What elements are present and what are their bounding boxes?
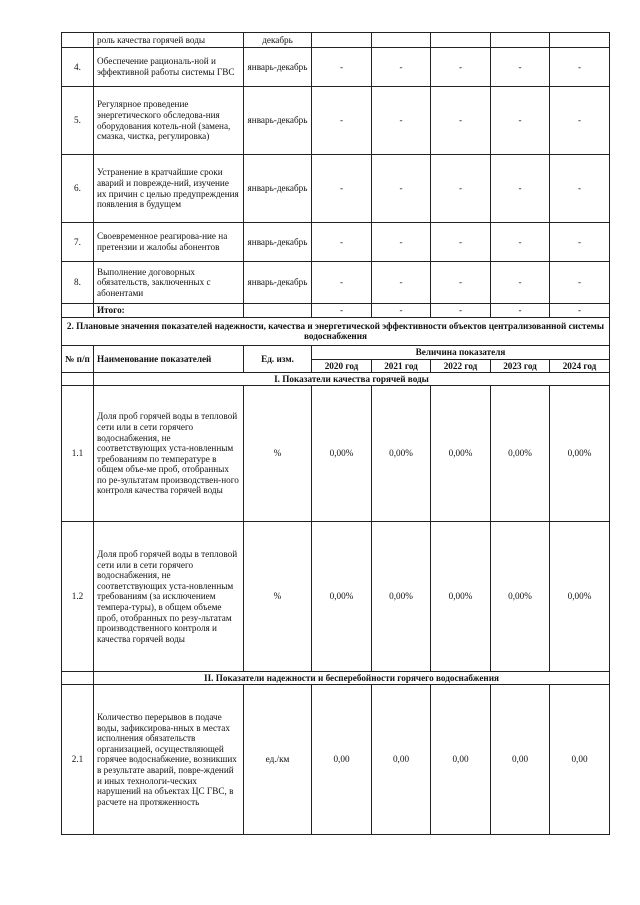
value-cell: -: [372, 223, 431, 262]
header-year: 2020 год: [312, 359, 372, 373]
header-number: № п/п: [62, 345, 94, 373]
table-row: [62, 155, 610, 223]
unit: %: [244, 522, 312, 672]
value-cell: 0,00%: [312, 522, 372, 672]
measure-name: Обеспечение рациональ-ной и эффективной работы системы ГВС: [94, 48, 244, 87]
header-year: 2021 год: [372, 359, 431, 373]
header-unit: Ед. изм.: [244, 345, 312, 373]
value-cell: 0,00%: [491, 386, 550, 522]
value-cell: 0,00%: [372, 522, 431, 672]
value-cell: 0,00%: [431, 386, 491, 522]
group-title: I. Показатели качества горячей воды: [94, 373, 610, 386]
header-year: 2022 год: [431, 359, 491, 373]
value-cell: -: [550, 304, 610, 318]
value-cell: -: [312, 87, 372, 155]
row-number: 6.: [62, 155, 94, 223]
value-cell: 0,00: [372, 685, 431, 835]
table-row: [62, 48, 610, 87]
value-cell: 0,00%: [431, 522, 491, 672]
value-cell: -: [312, 262, 372, 304]
value-cell: -: [491, 223, 550, 262]
value-cell: -: [431, 48, 491, 87]
period: январь-декабрь: [244, 87, 312, 155]
value-cell: -: [372, 48, 431, 87]
value-cell: -: [491, 304, 550, 318]
period: январь-декабрь: [244, 155, 312, 223]
value-cell: -: [550, 87, 610, 155]
value-cell: 0,00%: [550, 522, 610, 672]
measure-name: Своевременное реагирова-ние на претензии и жалобы абонентов: [94, 223, 244, 262]
value-cell: 0,00%: [550, 386, 610, 522]
value-cell: -: [491, 262, 550, 304]
value-cell: 0,00: [431, 685, 491, 835]
row-number: 5.: [62, 87, 94, 155]
unit: %: [244, 386, 312, 522]
row-number: 7.: [62, 223, 94, 262]
group-title-row: [62, 373, 610, 386]
value-cell: -: [491, 155, 550, 223]
value-cell: -: [550, 223, 610, 262]
header-year: 2023 год: [491, 359, 550, 373]
row-number: 1.1: [62, 386, 94, 522]
value-cell: -: [431, 155, 491, 223]
group-title-row: [62, 672, 610, 685]
value-cell: -: [312, 304, 372, 318]
value-cell: -: [431, 223, 491, 262]
indicator-name: Доля проб горячей воды в тепловой сети или в сети горячего водоснабжения, не соответствующих уста-новленным требованиям (за исключением темпера-туры), в общем объеме проб, отобранных по резу-льтатам производственного контроля и качества горячей воды: [94, 522, 244, 672]
value-cell: 0,00: [491, 685, 550, 835]
table-row: [62, 685, 610, 835]
value-cell: [312, 33, 372, 48]
row-number: [62, 33, 94, 48]
value-cell: [431, 33, 491, 48]
value-cell: [491, 33, 550, 48]
indicator-name: Количество перерывов в подаче воды, зафиксирова-нных в местах исполнения обязательств организацией, осуществляющей горячее водоснабжение, возникших в результате аварий, повре-ждений и иных технологи-ческих нарушений на объектах ЦС ГВС, в расчете на протяженность: [94, 685, 244, 835]
period: январь-декабрь: [244, 223, 312, 262]
table-row: [62, 262, 610, 304]
value-cell: -: [550, 48, 610, 87]
value-cell: -: [431, 262, 491, 304]
value-cell: -: [550, 155, 610, 223]
value-cell: -: [312, 155, 372, 223]
period: декабрь: [244, 33, 312, 48]
value-cell: -: [312, 223, 372, 262]
value-cell: -: [550, 262, 610, 304]
value-cell: -: [491, 87, 550, 155]
value-cell: 0,00: [550, 685, 610, 835]
value-cell: -: [312, 48, 372, 87]
unit: ед./км: [244, 685, 312, 835]
value-cell: -: [491, 48, 550, 87]
value-cell: -: [431, 304, 491, 318]
total-label: Итого:: [94, 304, 244, 318]
section-title-row: [62, 317, 610, 345]
row-number: 2.1: [62, 685, 94, 835]
header-name: Наименование показателей: [94, 345, 244, 373]
report-table: [61, 32, 610, 835]
measure-name: роль качества горячей воды: [94, 33, 244, 48]
table-row: [62, 223, 610, 262]
period: январь-декабрь: [244, 262, 312, 304]
value-cell: [550, 33, 610, 48]
value-cell: -: [431, 87, 491, 155]
table-row: [62, 522, 610, 672]
row-number: 8.: [62, 262, 94, 304]
section-title: 2. Плановые значения показателей надежности, качества и энергетической эффективности объектов централизованной системы водоснабжения: [62, 317, 610, 345]
value-cell: 0,00%: [312, 386, 372, 522]
header-value: Величина показателя: [312, 345, 610, 359]
row-number: 1.2: [62, 522, 94, 672]
header-row: [62, 345, 610, 359]
indicator-name: Доля проб горячей воды в тепловой сети или в сети горячего водоснабжения, не соответствующих уста-новленным требованиям по температуре в общем объе-ме проб, отобранных по ре-зультатам производствен-ного контроля качества горячей воды: [94, 386, 244, 522]
value-cell: [372, 33, 431, 48]
measure-name: Регулярное проведение энергетического обследова-ния оборудования котель-ной (замена, смазка, чистка, регулировка): [94, 87, 244, 155]
table-row: [62, 386, 610, 522]
value-cell: -: [372, 262, 431, 304]
value-cell: -: [372, 87, 431, 155]
value-cell: -: [372, 304, 431, 318]
value-cell: 0,00%: [372, 386, 431, 522]
value-cell: 0,00: [312, 685, 372, 835]
table-row: [62, 87, 610, 155]
group-title: II. Показатели надежности и бесперебойности горячего водоснабжения: [94, 672, 610, 685]
total-row: [62, 304, 610, 318]
header-year: 2024 год: [550, 359, 610, 373]
period: январь-декабрь: [244, 48, 312, 87]
value-cell: 0,00%: [491, 522, 550, 672]
measure-name: Устранение в кратчайшие сроки аварий и поврежде-ний, изучение их причин с целью предупреждения появления в будущем: [94, 155, 244, 223]
table-row: [62, 33, 610, 48]
value-cell: -: [372, 155, 431, 223]
measure-name: Выполнение договорных обязательств, заключенных с абонентами: [94, 262, 244, 304]
row-number: 4.: [62, 48, 94, 87]
